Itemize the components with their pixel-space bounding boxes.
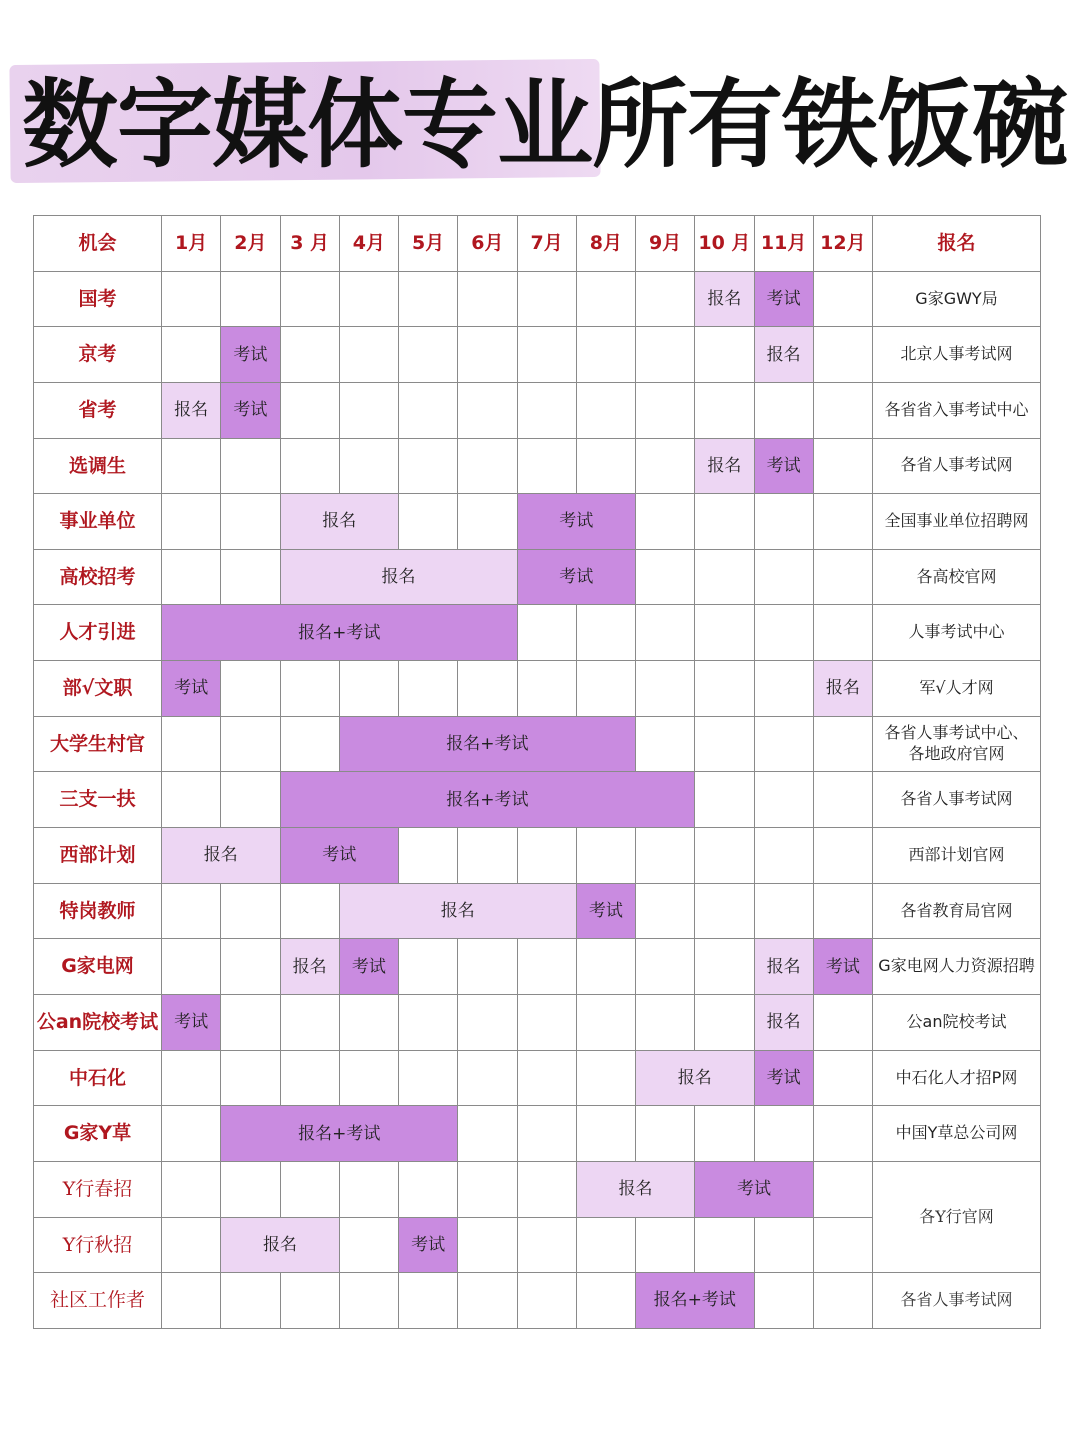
source-cell: G家电网人力资源招聘 xyxy=(873,939,1041,995)
empty-month-cell xyxy=(162,272,221,328)
empty-month-cell xyxy=(636,717,695,773)
empty-month-cell xyxy=(695,1218,754,1274)
column-header: 11月 xyxy=(755,216,814,272)
column-header: 8月 xyxy=(577,216,636,272)
empty-month-cell xyxy=(281,439,340,495)
row-name: Y行秋招 xyxy=(34,1218,162,1274)
empty-month-cell xyxy=(814,1273,873,1329)
column-header: 5月 xyxy=(399,216,458,272)
empty-month-cell xyxy=(458,828,517,884)
empty-month-cell xyxy=(162,1273,221,1329)
registration-bar: 报名 xyxy=(814,661,873,717)
empty-month-cell xyxy=(518,327,577,383)
empty-month-cell xyxy=(399,1273,458,1329)
empty-month-cell xyxy=(755,550,814,606)
empty-month-cell xyxy=(162,772,221,828)
registration-exam-bar: 报名+考试 xyxy=(340,717,636,773)
empty-month-cell xyxy=(695,772,754,828)
empty-month-cell xyxy=(814,272,873,328)
empty-month-cell xyxy=(695,884,754,940)
registration-bar: 报名 xyxy=(695,272,754,328)
empty-month-cell xyxy=(221,1273,280,1329)
row-name: 京考 xyxy=(34,327,162,383)
source-cell: 各省人事考试中心、各地政府官网 xyxy=(873,717,1041,773)
empty-month-cell xyxy=(162,939,221,995)
empty-month-cell xyxy=(458,1218,517,1274)
empty-month-cell xyxy=(221,494,280,550)
empty-month-cell xyxy=(636,661,695,717)
source-cell: 各高校官网 xyxy=(873,550,1041,606)
empty-month-cell xyxy=(518,828,577,884)
empty-month-cell xyxy=(458,939,517,995)
empty-month-cell xyxy=(636,1218,695,1274)
empty-month-cell xyxy=(518,383,577,439)
empty-month-cell xyxy=(399,828,458,884)
empty-month-cell xyxy=(281,661,340,717)
empty-month-cell xyxy=(695,661,754,717)
source-cell: G家GWY局 xyxy=(873,272,1041,328)
source-cell: 各省省入事考试中心 xyxy=(873,383,1041,439)
empty-month-cell xyxy=(814,772,873,828)
empty-month-cell xyxy=(695,494,754,550)
exam-bar: 考试 xyxy=(221,383,280,439)
exam-bar: 考试 xyxy=(162,661,221,717)
source-cell: 北京人事考试网 xyxy=(873,327,1041,383)
exam-bar: 考试 xyxy=(695,1162,814,1218)
empty-month-cell xyxy=(636,939,695,995)
registration-bar: 报名 xyxy=(281,550,518,606)
empty-month-cell xyxy=(458,1106,517,1162)
empty-month-cell xyxy=(162,494,221,550)
registration-bar: 报名 xyxy=(221,1218,340,1274)
row-name: 人才引进 xyxy=(34,605,162,661)
exam-bar: 考试 xyxy=(577,884,636,940)
row-name: 中石化 xyxy=(34,1051,162,1107)
empty-month-cell xyxy=(695,939,754,995)
empty-month-cell xyxy=(695,717,754,773)
row-name: 特岗教师 xyxy=(34,884,162,940)
empty-month-cell xyxy=(518,1051,577,1107)
empty-month-cell xyxy=(814,550,873,606)
empty-month-cell xyxy=(458,494,517,550)
empty-month-cell xyxy=(577,1218,636,1274)
source-cell: 各省人事考试网 xyxy=(873,439,1041,495)
empty-month-cell xyxy=(577,1106,636,1162)
empty-month-cell xyxy=(162,550,221,606)
empty-month-cell xyxy=(340,1162,399,1218)
empty-month-cell xyxy=(340,995,399,1051)
empty-month-cell xyxy=(399,383,458,439)
empty-month-cell xyxy=(577,828,636,884)
empty-month-cell xyxy=(636,884,695,940)
empty-month-cell xyxy=(755,772,814,828)
registration-bar: 报名 xyxy=(281,494,400,550)
empty-month-cell xyxy=(755,884,814,940)
empty-month-cell xyxy=(577,939,636,995)
empty-month-cell xyxy=(281,1162,340,1218)
empty-month-cell xyxy=(518,1273,577,1329)
registration-bar: 报名 xyxy=(340,884,577,940)
empty-month-cell xyxy=(340,272,399,328)
empty-month-cell xyxy=(814,1218,873,1274)
empty-month-cell xyxy=(814,327,873,383)
empty-month-cell xyxy=(518,605,577,661)
empty-month-cell xyxy=(814,717,873,773)
empty-month-cell xyxy=(162,1218,221,1274)
exam-bar: 考试 xyxy=(814,939,873,995)
source-cell: 全国事业单位招聘网 xyxy=(873,494,1041,550)
empty-month-cell xyxy=(814,605,873,661)
exam-bar: 考试 xyxy=(755,272,814,328)
empty-month-cell xyxy=(340,383,399,439)
empty-month-cell xyxy=(458,1273,517,1329)
empty-month-cell xyxy=(162,717,221,773)
row-name: 省考 xyxy=(34,383,162,439)
empty-month-cell xyxy=(814,439,873,495)
empty-month-cell xyxy=(577,995,636,1051)
empty-month-cell xyxy=(577,439,636,495)
registration-bar: 报名 xyxy=(162,383,221,439)
empty-month-cell xyxy=(636,550,695,606)
registration-bar: 报名 xyxy=(577,1162,696,1218)
row-name: 国考 xyxy=(34,272,162,328)
empty-month-cell xyxy=(755,383,814,439)
row-name: 西部计划 xyxy=(34,828,162,884)
empty-month-cell xyxy=(458,439,517,495)
schedule-table xyxy=(33,215,1041,1329)
row-name: G家Y草 xyxy=(34,1106,162,1162)
column-header: 4月 xyxy=(340,216,399,272)
empty-month-cell xyxy=(221,661,280,717)
empty-month-cell xyxy=(281,884,340,940)
empty-month-cell xyxy=(281,1051,340,1107)
column-header: 10 月 xyxy=(695,216,754,272)
source-cell: 公an院校考试 xyxy=(873,995,1041,1051)
empty-month-cell xyxy=(518,1106,577,1162)
empty-month-cell xyxy=(755,494,814,550)
source-cell: 中石化人才招P网 xyxy=(873,1051,1041,1107)
registration-exam-bar: 报名+考试 xyxy=(162,605,518,661)
empty-month-cell xyxy=(814,884,873,940)
column-header: 2月 xyxy=(221,216,280,272)
registration-bar: 报名 xyxy=(755,939,814,995)
column-header: 3 月 xyxy=(281,216,340,272)
source-cell: 军√人才网 xyxy=(873,661,1041,717)
empty-month-cell xyxy=(636,828,695,884)
empty-month-cell xyxy=(162,327,221,383)
empty-month-cell xyxy=(755,717,814,773)
empty-month-cell xyxy=(814,995,873,1051)
empty-month-cell xyxy=(695,327,754,383)
empty-month-cell xyxy=(399,661,458,717)
empty-month-cell xyxy=(340,661,399,717)
source-cell: 中国Y草总公司网 xyxy=(873,1106,1041,1162)
empty-month-cell xyxy=(221,550,280,606)
empty-month-cell xyxy=(577,661,636,717)
row-name: 社区工作者 xyxy=(34,1273,162,1329)
exam-bar: 考试 xyxy=(755,1051,814,1107)
empty-month-cell xyxy=(458,1051,517,1107)
empty-month-cell xyxy=(399,494,458,550)
registration-exam-bar: 报名+考试 xyxy=(281,772,696,828)
empty-month-cell xyxy=(399,272,458,328)
source-cell: 各省人事考试网 xyxy=(873,1273,1041,1329)
empty-month-cell xyxy=(399,439,458,495)
empty-month-cell xyxy=(162,1162,221,1218)
column-header: 6月 xyxy=(458,216,517,272)
empty-month-cell xyxy=(221,717,280,773)
column-header: 12月 xyxy=(814,216,873,272)
empty-month-cell xyxy=(755,1106,814,1162)
empty-month-cell xyxy=(814,1162,873,1218)
registration-exam-bar: 报名+考试 xyxy=(636,1273,755,1329)
empty-month-cell xyxy=(814,383,873,439)
registration-bar: 报名 xyxy=(636,1051,755,1107)
empty-month-cell xyxy=(814,1106,873,1162)
registration-bar: 报名 xyxy=(162,828,281,884)
empty-month-cell xyxy=(399,939,458,995)
empty-month-cell xyxy=(636,494,695,550)
page-title: 数字媒体专业所有铁饭碗 xyxy=(22,69,1067,181)
row-name: 公an院校考试 xyxy=(34,995,162,1051)
empty-month-cell xyxy=(162,1106,221,1162)
empty-month-cell xyxy=(281,1273,340,1329)
exam-bar: 考试 xyxy=(755,439,814,495)
source-cell: 各省教育局官网 xyxy=(873,884,1041,940)
empty-month-cell xyxy=(577,272,636,328)
empty-month-cell xyxy=(636,272,695,328)
column-header: 9月 xyxy=(636,216,695,272)
empty-month-cell xyxy=(281,717,340,773)
empty-month-cell xyxy=(162,1051,221,1107)
empty-month-cell xyxy=(340,1218,399,1274)
column-header: 报名 xyxy=(873,216,1041,272)
empty-month-cell xyxy=(695,605,754,661)
row-name: 部√文职 xyxy=(34,661,162,717)
empty-month-cell xyxy=(399,1051,458,1107)
empty-month-cell xyxy=(577,327,636,383)
empty-month-cell xyxy=(636,1106,695,1162)
empty-month-cell xyxy=(755,828,814,884)
registration-bar: 报名 xyxy=(695,439,754,495)
empty-month-cell xyxy=(814,494,873,550)
empty-month-cell xyxy=(636,327,695,383)
empty-month-cell xyxy=(577,605,636,661)
source-cell: 人事考试中心 xyxy=(873,605,1041,661)
empty-month-cell xyxy=(577,1051,636,1107)
empty-month-cell xyxy=(162,439,221,495)
empty-month-cell xyxy=(221,272,280,328)
empty-month-cell xyxy=(636,383,695,439)
empty-month-cell xyxy=(755,661,814,717)
empty-month-cell xyxy=(281,995,340,1051)
empty-month-cell xyxy=(458,1162,517,1218)
registration-bar: 报名 xyxy=(755,327,814,383)
row-name: 选调生 xyxy=(34,439,162,495)
registration-bar: 报名 xyxy=(755,995,814,1051)
empty-month-cell xyxy=(518,939,577,995)
empty-month-cell xyxy=(221,772,280,828)
column-header: 7月 xyxy=(518,216,577,272)
empty-month-cell xyxy=(636,605,695,661)
exam-bar: 考试 xyxy=(221,327,280,383)
column-header: 机会 xyxy=(34,216,162,272)
empty-month-cell xyxy=(577,383,636,439)
empty-month-cell xyxy=(577,1273,636,1329)
empty-month-cell xyxy=(518,661,577,717)
empty-month-cell xyxy=(221,995,280,1051)
empty-month-cell xyxy=(399,995,458,1051)
empty-month-cell xyxy=(458,383,517,439)
empty-month-cell xyxy=(340,1273,399,1329)
empty-month-cell xyxy=(281,383,340,439)
empty-month-cell xyxy=(518,1162,577,1218)
exam-bar: 考试 xyxy=(518,550,637,606)
empty-month-cell xyxy=(340,439,399,495)
row-name: 高校招考 xyxy=(34,550,162,606)
empty-month-cell xyxy=(281,272,340,328)
row-name: 三支一扶 xyxy=(34,772,162,828)
row-name: 大学生村官 xyxy=(34,717,162,773)
source-cell: 西部计划官网 xyxy=(873,828,1041,884)
source-cell: 各省人事考试网 xyxy=(873,772,1041,828)
exam-bar: 考试 xyxy=(518,494,637,550)
empty-month-cell xyxy=(458,327,517,383)
empty-month-cell xyxy=(340,1051,399,1107)
empty-month-cell xyxy=(221,1051,280,1107)
registration-bar: 报名 xyxy=(281,939,340,995)
empty-month-cell xyxy=(755,1273,814,1329)
empty-month-cell xyxy=(399,1162,458,1218)
empty-month-cell xyxy=(518,1218,577,1274)
empty-month-cell xyxy=(221,939,280,995)
column-header: 1月 xyxy=(162,216,221,272)
exam-bar: 考试 xyxy=(399,1218,458,1274)
empty-month-cell xyxy=(695,828,754,884)
empty-month-cell xyxy=(281,327,340,383)
registration-exam-bar: 报名+考试 xyxy=(221,1106,458,1162)
empty-month-cell xyxy=(458,995,517,1051)
empty-month-cell xyxy=(221,439,280,495)
empty-month-cell xyxy=(518,995,577,1051)
empty-month-cell xyxy=(636,439,695,495)
empty-month-cell xyxy=(755,1218,814,1274)
empty-month-cell xyxy=(755,605,814,661)
empty-month-cell xyxy=(221,1162,280,1218)
empty-month-cell xyxy=(518,439,577,495)
empty-month-cell xyxy=(518,272,577,328)
empty-month-cell xyxy=(636,995,695,1051)
source-cell: 各Y行官网 xyxy=(873,1162,1041,1273)
empty-month-cell xyxy=(399,327,458,383)
empty-month-cell xyxy=(162,884,221,940)
empty-month-cell xyxy=(695,550,754,606)
row-name: 事业单位 xyxy=(34,494,162,550)
empty-month-cell xyxy=(814,828,873,884)
empty-month-cell xyxy=(814,1051,873,1107)
empty-month-cell xyxy=(340,327,399,383)
empty-month-cell xyxy=(695,1106,754,1162)
empty-month-cell xyxy=(695,383,754,439)
empty-month-cell xyxy=(695,995,754,1051)
exam-bar: 考试 xyxy=(162,995,221,1051)
empty-month-cell xyxy=(458,272,517,328)
exam-bar: 考试 xyxy=(340,939,399,995)
row-name: G家电网 xyxy=(34,939,162,995)
empty-month-cell xyxy=(458,661,517,717)
exam-bar: 考试 xyxy=(281,828,400,884)
empty-month-cell xyxy=(221,884,280,940)
row-name: Y行春招 xyxy=(34,1162,162,1218)
